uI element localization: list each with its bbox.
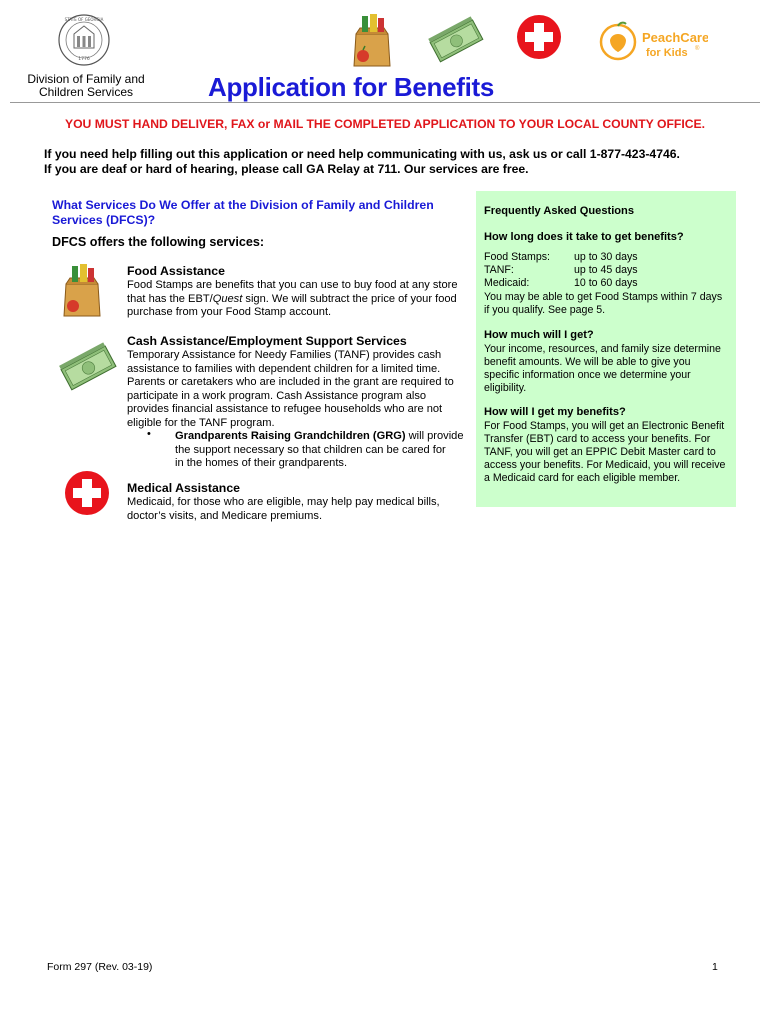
faq-row-value: up to 45 days xyxy=(574,264,638,276)
faq-question-delivery: How will I get my benefits? xyxy=(484,406,626,418)
faq-time-note-line2: if you qualify. See page 5. xyxy=(484,304,606,316)
help-line-phone: If you need help filling out this application or need help communicating with us, ask us or call 1-877-423-4746. xyxy=(44,147,680,161)
org-name xyxy=(22,73,150,99)
faq-delivery-line3: TANF, you will get an EPPIC Debit Master card to xyxy=(484,446,716,458)
faq-question-time: How long does it take to get benefits? xyxy=(484,231,684,243)
grg-line1 xyxy=(175,430,475,444)
food-text-line2a: that has the EBT/ xyxy=(127,292,213,305)
page-title: Application for Benefits xyxy=(208,72,495,102)
org-name-line1: Division of Family and xyxy=(27,72,145,86)
faq-delivery-line1: For Food Stamps, you will get an Electronic Benefit xyxy=(484,420,725,432)
faq-row-label: Food Stamps: xyxy=(484,251,550,263)
org-name-line2: Children Services xyxy=(38,85,134,99)
money-stack-icon xyxy=(58,342,118,392)
food-text-line1: Food Stamps are benefits that you can use to buy food at any store xyxy=(127,279,458,291)
cash-assistance-text xyxy=(127,349,472,430)
faq-answer-delivery xyxy=(484,420,730,485)
cash-text-line4: participate in a work program. Cash Assistance program also xyxy=(127,389,427,402)
help-line-relay: If you are deaf or hard of hearing, please call GA Relay at 711. Our services are free. xyxy=(44,162,529,176)
medical-assistance-text xyxy=(127,496,472,523)
faq-delivery-line5: a Medicaid card for each eligible member. xyxy=(484,472,681,484)
grg-line2: the support necessary so that children can be cared for xyxy=(175,443,446,456)
faq-box xyxy=(476,191,736,507)
services-question-line1: What Services Do We Offer at the Division of Family and Children xyxy=(52,198,434,212)
medical-text-line2: doctor’s visits, and Medicare premiums. xyxy=(127,509,323,522)
faq-processing-times xyxy=(484,251,730,290)
grg-line3: in the homes of their grandparents. xyxy=(175,457,348,469)
faq-row-label: TANF: xyxy=(484,264,514,276)
faq-row-value: up to 30 days xyxy=(574,251,638,263)
faq-delivery-line4: access your benefits. For Medicaid, you will receive xyxy=(484,459,726,471)
services-question xyxy=(52,198,452,228)
faq-title: Frequently Asked Questions xyxy=(484,205,635,217)
page-number: 1 xyxy=(712,961,718,973)
faq-answer-amount xyxy=(484,343,730,395)
svg-text:PeachCare: PeachCare xyxy=(642,30,708,45)
grocery-bag-icon xyxy=(350,12,394,68)
faq-amount-line2: benefit amounts. We will be able to give you xyxy=(484,356,691,368)
cash-text-line3: Parents or caretakers who are included in the grant are required to xyxy=(127,376,454,388)
grg-rest: will provide xyxy=(405,430,464,442)
svg-text:1776: 1776 xyxy=(78,57,90,62)
faq-row-value: 10 to 60 days xyxy=(574,277,638,289)
food-assistance-heading: Food Assistance xyxy=(127,264,225,278)
faq-amount-line3: specific information once we determine your xyxy=(484,369,691,381)
faq-amount-line1: Your income, resources, and family size determine xyxy=(484,343,721,355)
faq-amount-line4: eligibility. xyxy=(484,382,527,394)
food-text-line2c: sign. We will subtract the price of your food xyxy=(242,292,457,305)
red-cross-icon xyxy=(64,470,110,516)
grg-bold: Grandparents Raising Grandchildren (GRG) xyxy=(175,430,406,442)
food-text-quest: Quest xyxy=(212,292,243,305)
header-divider xyxy=(10,102,760,103)
medical-assistance-heading: Medical Assistance xyxy=(127,481,241,495)
food-text-line2 xyxy=(127,293,472,307)
svg-text:STATE OF GEORGIA: STATE OF GEORGIA xyxy=(64,17,104,22)
services-question-line2: Services (DFCS)? xyxy=(52,213,156,227)
red-cross-icon xyxy=(516,14,562,60)
faq-row-tanf xyxy=(484,264,730,277)
medical-text-line1: Medicaid, for those who are eligible, may help pay medical bills, xyxy=(127,496,440,508)
cash-text-line1: Temporary Assistance for Needy Families (TANF) provides cash xyxy=(127,349,442,361)
peachcare-logo-icon xyxy=(598,18,708,68)
delivery-notice: YOU MUST HAND DELIVER, FAX or MAIL THE COMPLETED APPLICATION TO YOUR LOCAL COUNTY OFFICE. xyxy=(64,117,706,131)
cash-assistance-heading: Cash Assistance/Employment Support Services xyxy=(127,334,407,348)
food-assistance-text xyxy=(127,279,472,320)
grocery-bag-icon xyxy=(60,262,104,318)
faq-question-amount: How much will I get? xyxy=(484,329,594,341)
food-text-line3: purchase from your Food Stamp account. xyxy=(127,306,332,318)
help-text xyxy=(44,147,680,177)
grg-text xyxy=(175,430,475,471)
faq-row-food-stamps xyxy=(484,251,730,264)
cash-text-line2: assistance to families with dependent children for a limited time. xyxy=(127,362,441,375)
faq-delivery-line2: Transfer (EBT) card to access your benefits. For xyxy=(484,433,711,445)
faq-time-note-line1: You may be able to get Food Stamps within 7 days xyxy=(484,291,723,303)
svg-text:®: ® xyxy=(695,46,700,52)
faq-time-note xyxy=(484,291,730,317)
state-seal-icon xyxy=(58,14,110,66)
svg-text:for Kids: for Kids xyxy=(646,47,688,59)
form-number: Form 297 (Rev. 03-19) xyxy=(47,961,153,973)
bullet-icon: • xyxy=(147,428,151,440)
money-stack-icon xyxy=(428,16,484,64)
cash-text-line5: provides financial assistance to refugee households who are not xyxy=(127,403,443,415)
faq-row-medicaid xyxy=(484,277,730,290)
faq-row-label: Medicaid: xyxy=(484,277,530,289)
cash-text-line6: eligible for the TANF program. xyxy=(127,416,275,429)
services-intro: DFCS offers the following services: xyxy=(52,235,265,249)
